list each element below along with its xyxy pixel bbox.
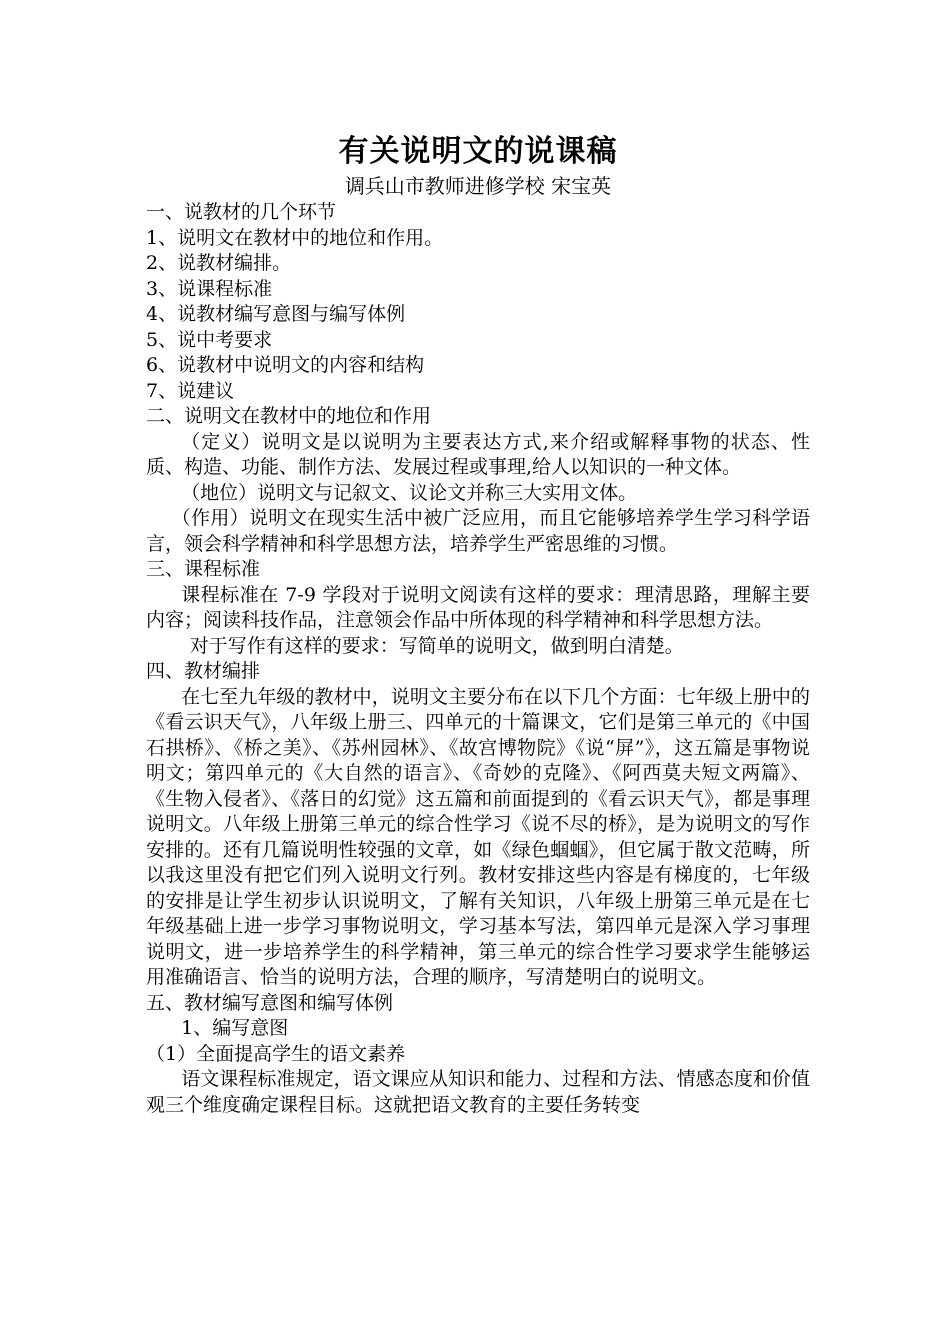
outline-item: 1、说明文在教材中的地位和作用。 bbox=[146, 226, 444, 249]
function-paragraph: （作用）说明文在现实生活中被广泛应用，而且它能够培养学生学习科学语言，领会科学精神和科学思想方法，培养学生严密思维的习惯。 bbox=[146, 507, 810, 555]
writing-standard-paragraph: 对于写作有这样的要求：写简单的说明文，做到明白清楚。 bbox=[189, 634, 684, 657]
outline-item: 5、说中考要求 bbox=[146, 328, 273, 351]
outline-item: 4、说教材编写意图与编写体例 bbox=[146, 303, 406, 325]
outline-item: 3、说课程标准 bbox=[146, 277, 273, 300]
author-line: 调兵山市教师进修学校 宋宝英 bbox=[344, 174, 612, 198]
section-heading-5: 五、教材编写意图和编写体例 bbox=[146, 991, 394, 1014]
literacy-paragraph: 语文课程标准规定，语文课应从知识和能力、过程和方法、情感态度和价值观三个维度确定课程目标。这就把语文教育的主要任务转变 bbox=[146, 1068, 810, 1116]
reading-standard-paragraph: 课程标准在 7-9 学段对于说明文阅读有这样的要求：理清思路，理解主要内容；阅读科技作品，注意领会作品中所体现的科学精神和科学思想方法。 bbox=[146, 583, 810, 631]
document-title: 有关说明文的说课稿 bbox=[338, 134, 618, 169]
section-heading-3: 三、课程标准 bbox=[146, 558, 261, 580]
outline-item: 7、说建议 bbox=[146, 379, 235, 402]
document-page bbox=[146, 132, 810, 1118]
outline-item: 6、说教材中说明文的内容和结构 bbox=[146, 354, 425, 376]
subheading-literacy: （1）全面提高学生的语文素养 bbox=[146, 1042, 406, 1065]
arrangement-paragraph: 在七至九年级的教材中，说明文主要分布在以下几个方面：七年级上册中的《看云识天气》，八年级上册三、四单元的十篇课文，它们是第三单元的《中国石拱桥》、《桥之美》、《苏州园林》、《故宫博物院》《说“屏”》，这五篇是事物说明文；第四单元的《大自然的语言》、《奇妙的克隆》、《阿西莫夫短文两篇》、《生物入侵者》、《落日的幻觉》这五篇和前面提到的《看云识天气》，都是事理说明文。八年级上册第三单元的综合性学习《说不尽的桥》，是为说明文的写作安排的。还有几篇说明性较强的文章，如《绿色蝈蝈》，但它属于散文范畴，所以我这里没有把它们列入说明文行列。教材安排这些内容是有梯度的，七年级的安排是让学生初步认识说明文，了解有关知识，八年级上册第三单元是在七年级基础上进一步学习事物说明文，学习基本写法，第四单元是深入学习事理说明文，进一步培养学生的科学精神，第三单元的综合性学习要求学生能够运用准确语言、恰当的说明方法，合理的顺序，写清楚明白的说明文。 bbox=[146, 685, 810, 988]
section-heading-4: 四、教材编排 bbox=[146, 660, 261, 682]
section-heading-2: 二、说明文在教材中的地位和作用 bbox=[146, 405, 432, 427]
subheading-intent: 1、编写意图 bbox=[181, 1017, 289, 1039]
definition-paragraph: （定义）说明文是以说明为主要表达方式,来介绍或解释事物的状态、性质、构造、功能、制作方法、发展过程或事理,给人以知识的一种文体。 bbox=[146, 430, 810, 478]
outline-item: 2、说教材编排。 bbox=[146, 252, 292, 274]
position-paragraph: （地位）说明文与记叙文、议论文并称三大实用文体。 bbox=[181, 481, 638, 504]
section-heading-1: 一、说教材的几个环节 bbox=[146, 201, 337, 223]
